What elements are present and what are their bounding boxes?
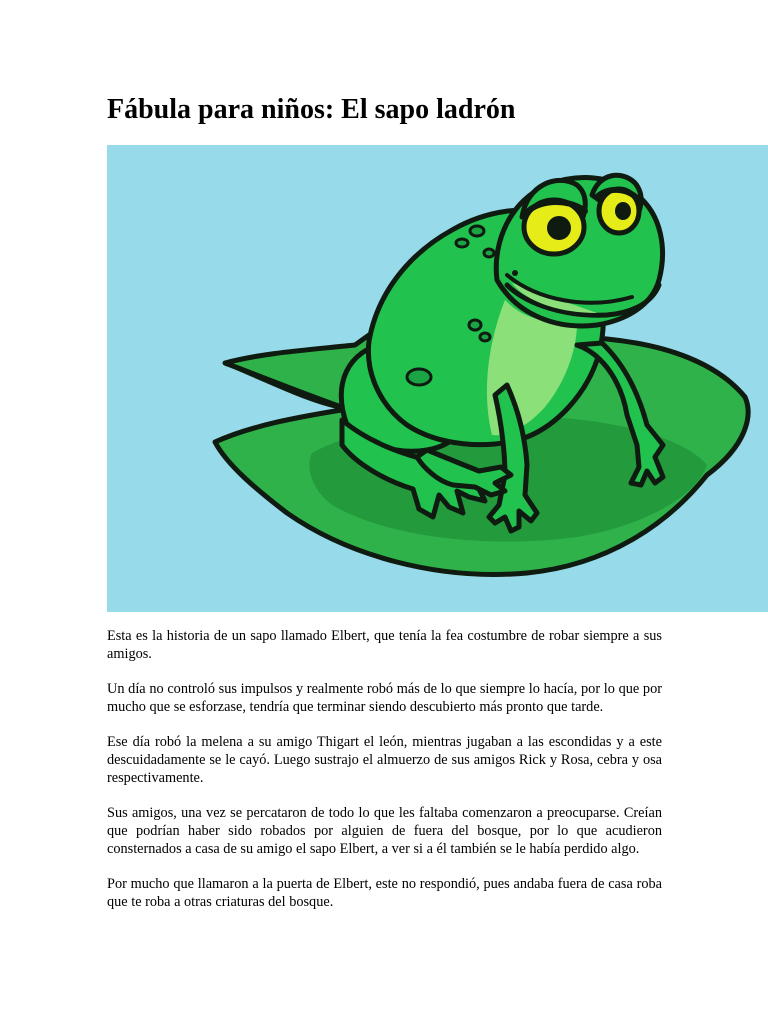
story-text xyxy=(107,627,662,928)
frog-on-lily-pad-icon xyxy=(107,145,768,612)
paragraph: Ese día robó la melena a su amigo Thigart el león, mientras jugaban a las escondidas y a este descuidadamente se le cayó. Luego sustrajo el almuerzo de sus amigos Rick y Rosa, cebra y osa respectivamente. xyxy=(107,734,662,786)
document-title: Fábula para niños: El sapo ladrón xyxy=(107,94,516,125)
paragraph: Por mucho que llamaron a la puerta de Elbert, este no respondió, pues andaba fuera de casa roba que te roba a otras criaturas del bosque. xyxy=(107,876,662,910)
paragraph: Esta es la historia de un sapo llamado Elbert, que tenía la fea costumbre de robar siempre a sus amigos. xyxy=(107,628,662,662)
paragraph: Sus amigos, una vez se percataron de todo lo que les faltaba comenzaron a preocuparse. Creían que podrían haber sido robados por alguien de fuera del bosque, por lo que acudieron consternados a casa de su amigo el sapo Elbert, a ver si a él también se le había perdido algo. xyxy=(107,805,662,857)
paragraph: Un día no controló sus impulsos y realmente robó más de lo que siempre lo hacía, por lo que por mucho que se esforzase, tendría que terminar siendo descubierto más pronto que tarde. xyxy=(107,681,662,715)
